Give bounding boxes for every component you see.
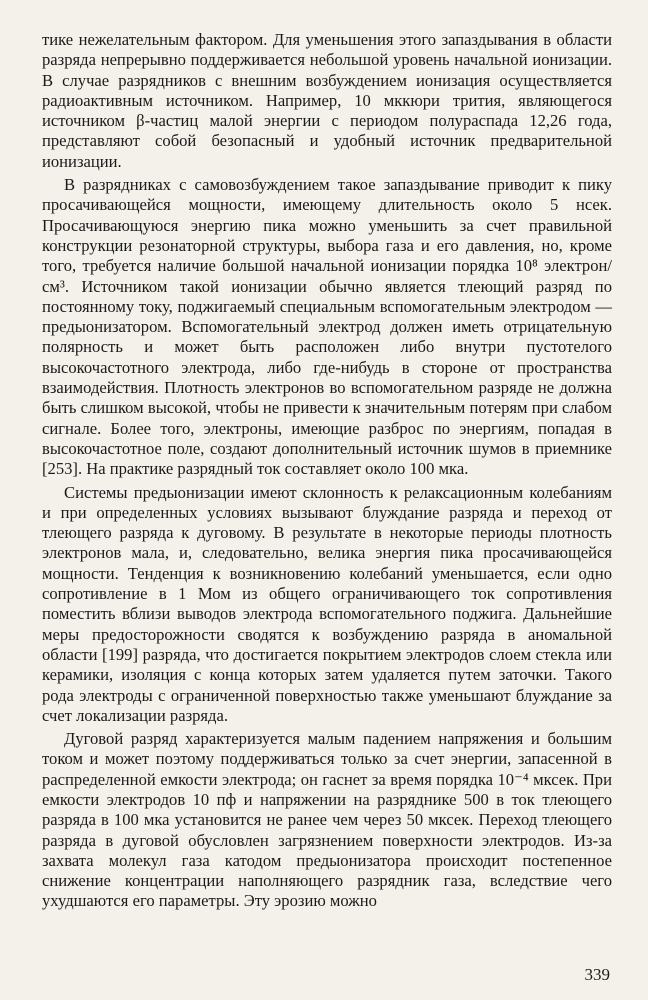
paragraph-4: Дуговой разряд характеризуется малым падением напряжения и большим током и может поэтому поддерживаться только за счет энергии, запасенной в распределенной емкости электрода; он гаснет за время порядка 10⁻⁴ мксек. При емкости электродов 10 пф и напряжении на разряднике 500 в ток тлеющего разряда в 100 мка установится не ранее чем через 50 мксек. Переход тлеющего разряда в дуговой обусловлен загрязнением поверхности электродов. Из-за захвата молекул газа катодом предыонизатора происходит постепенное снижение концентрации наполняющего разрядник газа, вследствие чего ухудшаются его параметры. Эту эрозию можно — [42, 729, 612, 911]
paragraph-3: Системы предыонизации имеют склонность к релаксационным колебаниям и при определенных условиях вызывают блуждание разряда и переход от тлеющего разряда к дуговому. В результате в некоторые периоды плотность электронов мала, и, следовательно, велика энергия пика просачивающейся мощности. Тенденция к возникновению колебаний уменьшается, если одно сопротивление в 1 Мом из общего ограничивающего ток сопротивления поместить вблизи выводов электрода вспомогательного поджига. Дальнейшие меры предосторожности сводятся к возбуждению разряда в аномальной области [199] разряда, что достигается покрытием электродов слоем стекла или керамики, изоляция с конца которых затем удаляется путем заточки. Такого рода электроды с ограниченной поверхностью также уменьшают блуждание за счет локализации разряда. — [42, 482, 612, 725]
body-text — [42, 30, 612, 912]
paragraph-2: В разрядниках с самовозбуждением такое запаздывание приводит к пику просачивающейся мощности, имеющему длительность около 5 нсек. Просачивающуюся энергию пика можно уменьшить за счет правильной конструкции резонаторной структуры, выбора газа и его давления, но, кроме того, требуется наличие большой начальной ионизации порядка 10⁸ электрон/см³. Источником такой ионизации обычно является тлеющий разряд по постоянному току, поджигаемый специальным вспомогательным электродом — предыонизатором. Вспомогательный электрод должен иметь отрицательную полярность и может быть расположен либо внутри пустотелого высокочастотного электрода, либо где-нибудь в стороне от пространства взаимодействия. Плотность электронов во вспомогательном разряде не должна быть слишком высокой, чтобы не привести к значительным потерям при слабом сигнале. Более того, электроны, имеющие разброс по энергиям, попадая в высокочастотное поле, создают дополнительный источник шумов в приемнике [253]. На практике разрядный ток составляет около 100 мка. — [42, 175, 612, 479]
page-number: 339 — [584, 965, 610, 984]
paragraph-1: тике нежелательным фактором. Для уменьшения этого запаздывания в области разряда непрерывно поддерживается небольшой уровень начальной ионизации. В случае разрядников с внешним возбуждением ионизация осуществляется радиоактивным источником. Например, 10 мккюри трития, являющегося источником β-частиц малой энергии с периодом полураспада 12,26 года, представляют собой безопасный и удобный источник предварительной ионизации. — [42, 30, 612, 171]
